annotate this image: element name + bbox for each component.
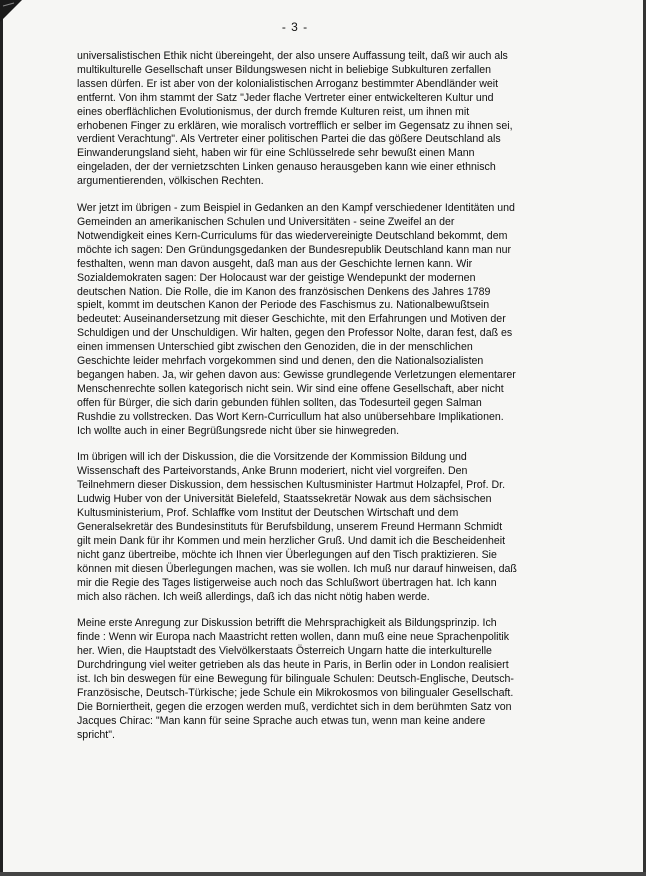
scan-bottom-edge [0,872,646,876]
paragraph-4: Meine erste Anregung zur Diskussion betrifft die Mehrsprachigkeit als Bildungsprinzip. Ich finde : Wenn wir Europa nach Maastricht retten wollen, dann muß eine neue Sprachenpolitik her. Wien, die Hauptstadt des Vielvölkerstaats Österreich Ungarn hatte die interkulturelle Durchdringung viel weiter getrieben als das heute in Paris, in Berlin oder in London realisiert ist. Ich bin deswegen für eine Bewegung für bilinguale Schulen: Deutsch-Englische, Deutsch-Französische, Deutsch-Türkische; jede Schule ein Mikrokosmos von bilingualer Gesellschaft. Die Borniertheit, gegen die erzogen werden muß, verdichtet sich in dem berühmten Satz von Jacques Chirac: "Man kann für seine Sprache auch etwas tun, wenn man keine andere spricht". [77,617,514,741]
scan-left-edge [0,0,3,876]
folded-corner-icon [0,0,22,22]
paragraph-1: universalistischen Ethik nicht übereingeht, der also unsere Auffassung teilt, daß wir auch als multikulturelle Gesellschaft unser Bildungswesen nicht in beliebige Subkulturen zerfallen lassen dürfen. Er ist aber von der kolonialistischen Arroganz bestimmter Abendländer weit entfernt. Von ihm stammt der Satz "Jeder flache Vertreter einer entwickelteren Kultur und eines oberflächlichen Evolutionismus, der durch fremde Kulturen reist, um ihnen mit erhobenen Finger zu erklären, wie moralisch vortrefflich er selber im Gegensatz zu ihnen sei, verdient Verachtung". Als Vertreter einer politischen Partei die das gößere Deutschland als Einwanderungsland sieht, haben wir für eine Schlüsselrede sehr bewußt einen Mann eingeladen, der der vernietzschten Linken genauso herausgeben kann wie einer ethnisch argumentierenden, völkischen Rechten. [77,50,513,188]
page-number: - 3 - [281,20,309,34]
paragraph-3: Im übrigen will ich der Diskussion, die die Vorsitzende der Kommission Bildung und Wissenschaft des Parteivorstands, Anke Brunn moderiert, nicht viel vorgreifen. Den Teilnehmern dieser Diskussion, dem hessischen Kultusminister Hartmut Holzapfel, Prof. Dr. Ludwig Huber von der Universität Bielefeld, Staatssekretär Nowak aus dem sächsischen Kultusministerium, Prof. Schlaffke vom Institut der Deutschen Wirtschaft und dem Generalsekretär des Bundesinstituts für Berufsbildung, unserem Freund Hermann Schmidt gilt mein Dank für ihr Kommen und mein herzlicher Gruß. Und damit ich die Bescheidenheit nicht ganz übertreibe, möchte ich Ihnen vier Überlegungen auf den Tisch praktizieren. Sie können mit diesen Überlegungen machen, was sie wollen. Ich muß nur darauf hinweisen, daß mir die Regie des Tages listigerweise auch noch das Schlußwort übertragen hat. Ich kann mich also rächen. Ich weiß allerdings, daß ich das nicht nötig haben werde. [77,451,517,603]
paragraph-2: Wer jetzt im übrigen - zum Beispiel in Gedanken an den Kampf verschiedener Identitäten und Gemeinden an amerikanischen Schulen und Universitäten - seine Zweifel an der Notwendigkeit eines Kern-Curriculums für das wiedervereinigte Deutschland bekommt, dem möchte ich sagen: Den Gründungsgedanken der Bundesrepublik Deutschland kann man nur festhalten, wenn man davon ausgeht, daß man aus der Geschichte lernen kann. Wir Sozialdemokraten sagen: Der Holocaust war der geistige Wendepunkt der modernen deutschen Nation. Die Rolle, die im Kanon des französischen Denkens des Jahres 1789 spielt, kommt im deutschen Kanon der Periode des Faschismus zu. Nationalbewußtsein bedeutet: Auseinandersetzung mit dieser Geschichte, mit den Erfahrungen und Motiven der Schuldigen und der Unschuldigen. Wir halten, gegen den Professor Nolte, daran fest, daß es einen immensen Unterschied gibt zwischen den Genoziden, die in der menschlichen Geschichte leider mehrfach vorgekommen sind und denen, den die Nationalsozialisten begangen haben. Ja, wir gehen davon aus: Gewisse grundlegende Verletzungen elementarer Menschenrechte sollen kategorisch nicht sein. Wir sind eine offene Gesellschaft, aber nicht offen für Bürger, die sich darin gebunden fühlen sollten, das Todesurteil gegen Salman Rushdie zu vollstrecken. Das Wort Kern-Curricullum hat also unübersehbare Implikationen. Ich wollte auch in einer Begrüßungsrede nicht über sie hinwegreden. [77,202,516,437]
document-body [77,50,517,756]
